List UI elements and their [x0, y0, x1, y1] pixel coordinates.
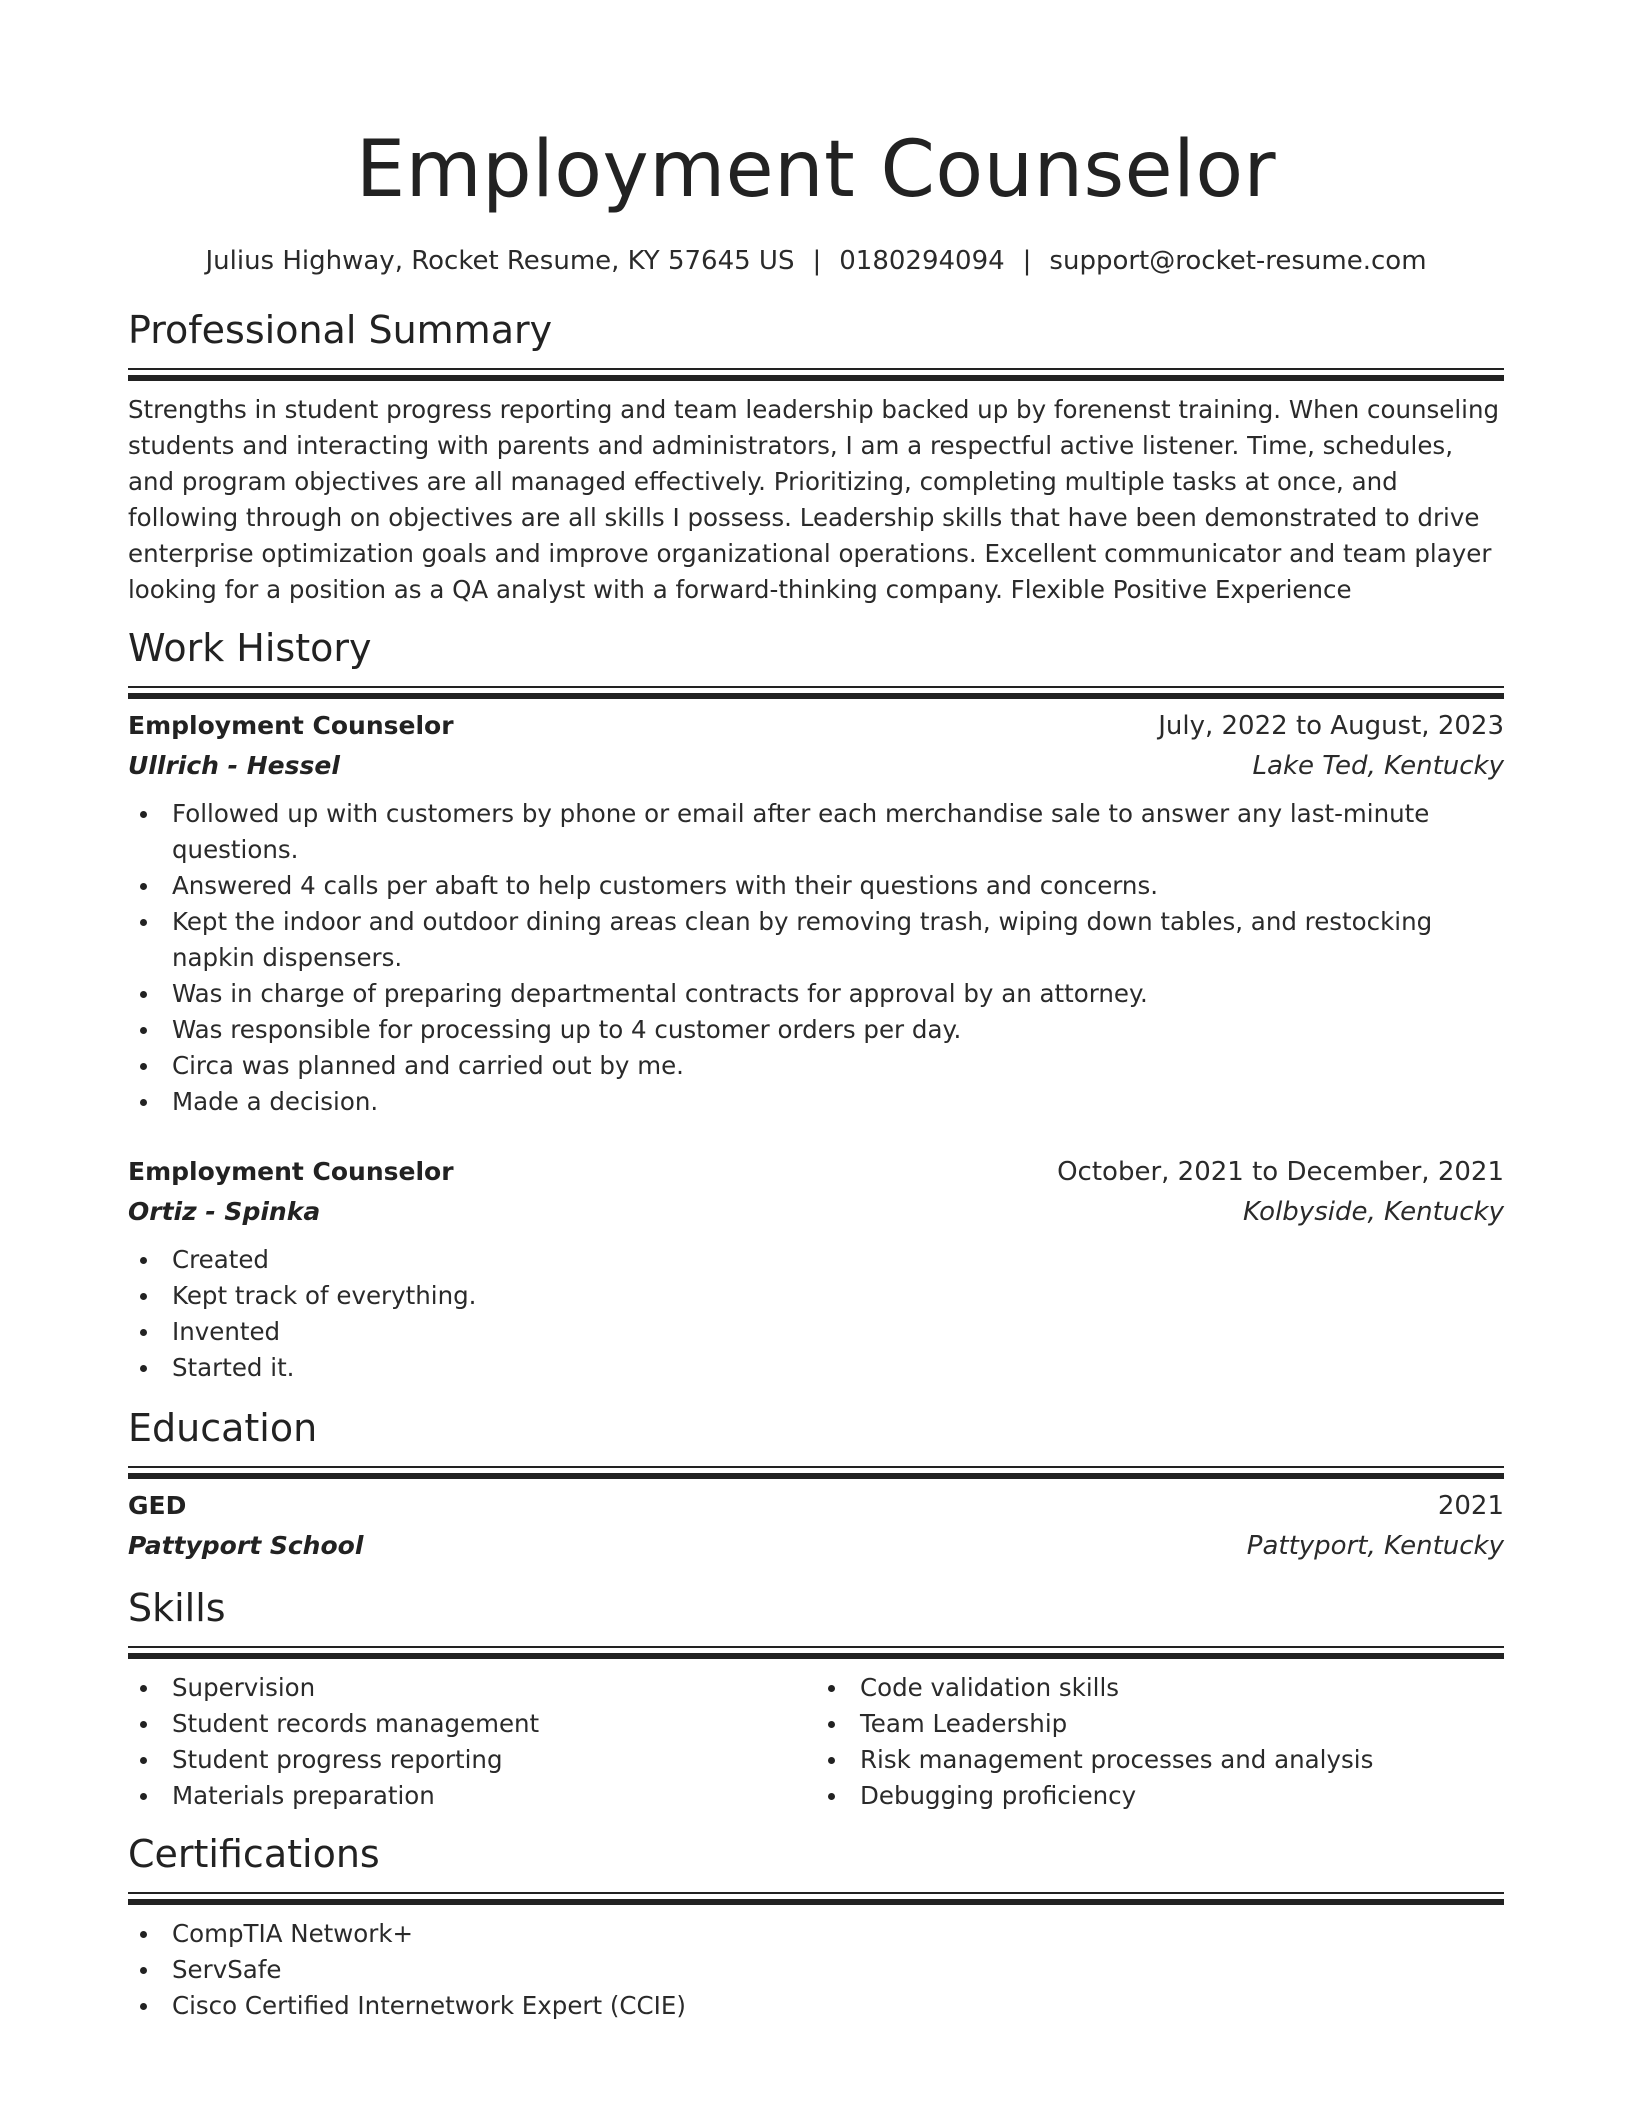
education-school: Pattyport School	[128, 1531, 364, 1560]
list-item: Followed up with customers by phone or email after each merchandise sale to answer any last-minute questions.	[128, 796, 1504, 868]
list-item: Was in charge of preparing departmental contracts for approval by an attorney.	[128, 976, 1504, 1012]
job-company: Ortiz - Spinka	[128, 1197, 321, 1226]
job-bullet-list	[128, 1242, 1504, 1386]
skills-grid	[128, 1670, 1504, 1814]
list-item: Kept track of everything.	[128, 1278, 1504, 1314]
contact-separator: |	[812, 246, 822, 276]
list-item: Student progress reporting	[128, 1742, 816, 1778]
job-dates: October, 2021 to December, 2021	[1057, 1157, 1504, 1187]
job-company-row	[128, 746, 1504, 786]
job-header-row	[128, 1152, 1504, 1192]
list-item: Risk management processes and analysis	[816, 1742, 1504, 1778]
skills-list-right	[816, 1670, 1504, 1814]
section-divider	[128, 1646, 1504, 1660]
section-divider	[128, 368, 1504, 382]
education-header-row	[128, 1486, 1504, 1526]
summary-text: Strengths in student progress reporting and team leadership backed up by forenenst training. When counseling students and interacting with parents and administrators, I am a respectful active listener. Time, schedules, and program objectives are all managed effectively. Prioritizing, completing multiple tasks at once, and following through on objectives are all skills I possess. Leadership skills that have been demonstrated to drive enterprise optimization goals and improve organizational operations. Excellent communicator and team player looking for a position as a QA analyst with a forward-thinking company. Flexible Positive Experience	[128, 395, 1500, 604]
skills-list-left	[128, 1670, 816, 1814]
job-title: Employment Counselor	[128, 1157, 454, 1186]
certifications-list	[128, 1916, 1504, 2024]
job-header-row	[128, 706, 1504, 746]
section-divider	[128, 1892, 1504, 1906]
section-divider	[128, 686, 1504, 700]
list-item: CompTIA Network+	[128, 1916, 1504, 1952]
education-location: Pattyport, Kentucky	[1246, 1531, 1504, 1561]
section-title-education: Education	[128, 1406, 318, 1450]
certifications-section	[128, 1830, 1504, 2024]
section-title-work-history: Work History	[128, 626, 372, 670]
list-item: Code validation skills	[816, 1670, 1504, 1706]
section-divider	[128, 1466, 1504, 1480]
work-history-section	[128, 624, 1504, 1386]
contact-line	[128, 244, 1504, 278]
list-item: Supervision	[128, 1670, 816, 1706]
job-company: Ullrich - Hessel	[128, 751, 340, 780]
list-item: Circa was planned and carried out by me.	[128, 1048, 1504, 1084]
education-degree: GED	[128, 1491, 187, 1520]
education-year: 2021	[1437, 1491, 1504, 1521]
job-entry	[128, 706, 1504, 1120]
education-section	[128, 1404, 1504, 1566]
section-title-skills: Skills	[128, 1586, 226, 1630]
skills-section	[128, 1584, 1504, 1814]
job-company-row	[128, 1192, 1504, 1232]
list-item: Kept the indoor and outdoor dining areas clean by removing trash, wiping down tables, and restocking napkin dispensers.	[128, 904, 1504, 976]
job-bullet-list	[128, 796, 1504, 1120]
list-item: Started it.	[128, 1350, 1504, 1386]
job-title: Employment Counselor	[128, 711, 454, 740]
job-location: Kolbyside, Kentucky	[1243, 1197, 1504, 1227]
education-school-row	[128, 1526, 1504, 1566]
list-item: Was responsible for processing up to 4 customer orders per day.	[128, 1012, 1504, 1048]
job-entry	[128, 1152, 1504, 1386]
contact-email: support@rocket-resume.com	[1049, 246, 1427, 276]
list-item: ServSafe	[128, 1952, 1504, 1988]
list-item: Created	[128, 1242, 1504, 1278]
list-item: Team Leadership	[816, 1706, 1504, 1742]
section-title-certifications: Certifications	[128, 1832, 380, 1876]
education-entry	[128, 1486, 1504, 1566]
list-item: Answered 4 calls per abaft to help customers with their questions and concerns.	[128, 868, 1504, 904]
list-item: Cisco Certified Internetwork Expert (CCIE)	[128, 1988, 1504, 2024]
list-item: Materials preparation	[128, 1778, 816, 1814]
list-item: Made a decision.	[128, 1084, 1504, 1120]
summary-section	[128, 306, 1504, 608]
contact-separator: |	[1022, 246, 1032, 276]
section-title-summary: Professional Summary	[128, 308, 553, 352]
job-location: Lake Ted, Kentucky	[1252, 751, 1504, 781]
list-item: Debugging proficiency	[816, 1778, 1504, 1814]
contact-address: Julius Highway, Rocket Resume, KY 57645 US	[205, 246, 795, 276]
contact-phone: 0180294094	[839, 246, 1005, 276]
list-item: Invented	[128, 1314, 1504, 1350]
job-dates: July, 2022 to August, 2023	[1158, 711, 1504, 741]
resume-name: Employment Counselor	[355, 125, 1277, 215]
list-item: Student records management	[128, 1706, 816, 1742]
